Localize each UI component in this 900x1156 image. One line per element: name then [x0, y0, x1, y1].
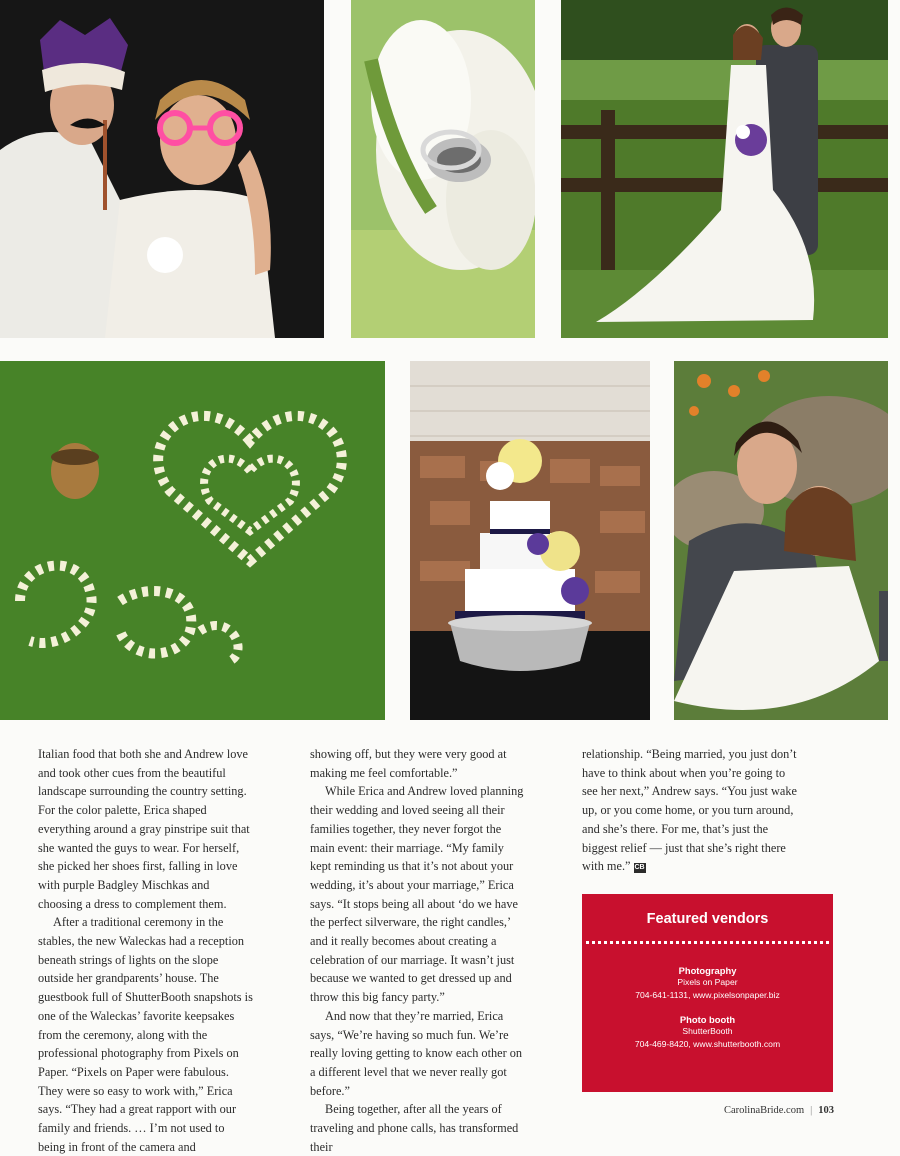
- paragraph: [582, 745, 797, 876]
- paragraph: After a traditional ceremony in the stables, the new Waleckas had a reception beneath strings of lights on the slope outside her grandparents’ house. The guestbook full of ShutterBooth snapshots is one of the Waleckas’ favorite keepsakes from the ceremony, along with the professional photography from Pixels on Paper. “Pixels on Paper were fabulous. They were so easy to work with,” Erica says. “They had a great rapport with our family and friends. … I’m not used to being in front of the camera and: [38, 915, 253, 1154]
- footer-site: CarolinaBride.com: [723, 1105, 805, 1116]
- article-column-1: [38, 745, 253, 1156]
- paragraph: Italian food that both she and Andrew love and took other cues from the beautiful landscape surrounding the country setting. For the color palette, Erica shaped everything around a gray pinstripe suit that she wanted the guys to wear. For herself, she picked her shoes first, falling in love with purple Badgley Mischkas and choosing a dress to complement them.: [38, 747, 250, 911]
- vendor-contact: 704-469-8420, www.shutterbooth.com: [634, 1039, 781, 1049]
- paragraph: showing off, but they were very good at making me feel comfortable.”: [310, 747, 507, 780]
- paragraph: And now that they’re married, Erica says, “We’re having so much fun. We’re really loving getting to know each other on a different level that we never really got before.”: [310, 1008, 523, 1098]
- article-column-3: [582, 745, 797, 876]
- vendor-category: Photography: [678, 965, 737, 976]
- rings-on-flower-photo: [351, 0, 535, 338]
- vendor-photo-booth: [582, 1014, 833, 1051]
- page-footer: [724, 1105, 834, 1116]
- dotted-divider: [586, 941, 829, 944]
- end-mark-icon: CB: [634, 864, 645, 872]
- paragraph: While Erica and Andrew loved planning their wedding and loved seeing all their families together, they never forgot the main event: their marriage. “My family kept reminding us that it’s not about your wedding, it’s about your marriage,” Erica says. “It stops being all about ‘do we have the perfect silverware, the right candles,’ and it really becomes about creating a celebration of our marriage. It wasn’t just because we wanted to get dressed up and throw this big fancy party.”: [310, 784, 524, 1005]
- paragraph-text: relationship. “Being married, you just don’t have to think about when you’re going to see her next,” Andrew says. “You just wake up, or you come home, or you turn around, and she’s there. For me, that’s just the biggest relief — just that she’s right there with me.”: [582, 747, 797, 874]
- vendor-name: ShutterBooth: [682, 1026, 733, 1036]
- featured-vendors-box: [582, 894, 833, 1092]
- page-number: 103: [818, 1105, 834, 1116]
- wedding-cake-photo: [410, 361, 650, 720]
- vendor-category: Photo booth: [679, 1014, 736, 1025]
- couple-portrait-by-rocks-photo: [674, 361, 888, 720]
- featured-vendors-title: Featured vendors: [646, 911, 769, 927]
- photo-booth-couple-photo: [0, 0, 324, 338]
- paragraph: Being together, after all the years of traveling and phone calls, has transformed their: [310, 1102, 519, 1154]
- vendor-contact: 704-641-1131, www.pixelsonpaper.biz: [635, 990, 780, 1000]
- footer-separator: |: [810, 1105, 813, 1116]
- petal-hearts-on-grass-photo: [0, 361, 385, 720]
- vendor-photography: [582, 965, 833, 1002]
- vendor-name: Pixels on Paper: [677, 977, 738, 987]
- article-column-2: [310, 745, 525, 1156]
- couple-by-fence-photo: [561, 0, 888, 338]
